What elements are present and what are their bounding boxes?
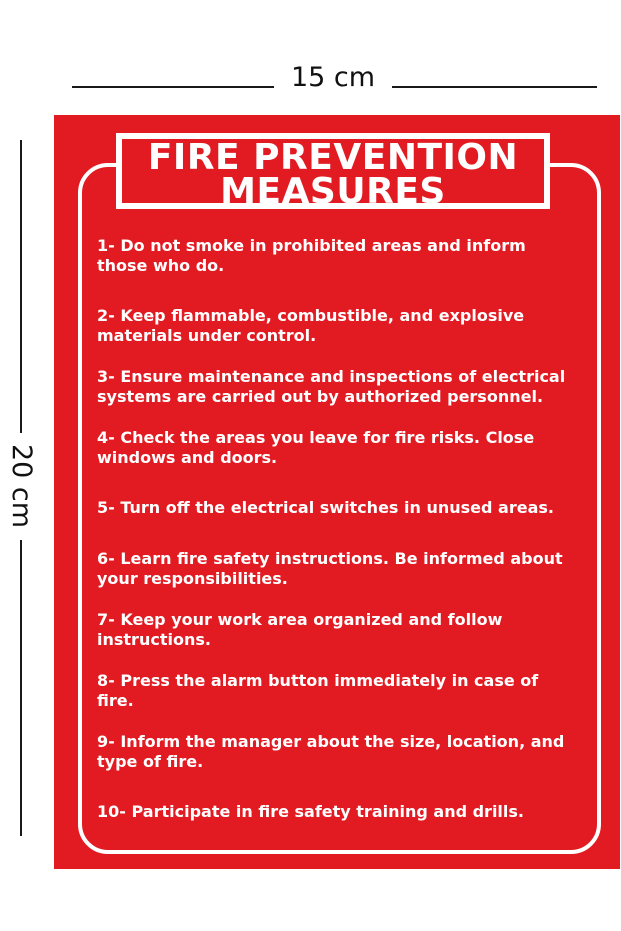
rule-line: your responsibilities. [97,569,288,588]
rule-line: windows and doors. [97,448,278,467]
rule-item [97,802,597,822]
sign-title-box [116,133,550,212]
rule-item [97,498,597,518]
rule-line: 8- Press the alarm button immediately in case of [97,671,539,690]
rule-line: type of fire. [97,752,204,771]
rule-item [97,306,597,346]
sign-title-line-2: MEASURES [220,171,446,212]
width-dimension-label: 15 cm [290,62,376,93]
rule-line: fire. [97,691,134,710]
rule-line: 2- Keep flammable, combustible, and explosive [97,306,525,325]
rule-line: 4- Check the areas you leave for fire risks. Close [97,428,535,447]
rule-line: those who do. [97,256,225,275]
rule-item [97,671,597,711]
rule-line: materials under control. [97,326,317,345]
rule-line: instructions. [97,630,211,649]
height-dimension-line-top [20,140,22,433]
rule-item [97,549,597,589]
rule-line: 6- Learn fire safety instructions. Be informed about [97,549,563,568]
rule-item [97,236,597,276]
rule-line: 9- Inform the manager about the size, location, and [97,732,565,751]
rule-line: 1- Do not smoke in prohibited areas and inform [97,236,526,255]
fire-prevention-sign [54,115,620,869]
rule-item [97,610,597,650]
rule-line: 5- Turn off the electrical switches in unused areas. [97,498,554,517]
rule-line: 7- Keep your work area organized and follow [97,610,503,629]
height-dimension-line-bottom [20,540,22,836]
rule-item [97,428,597,468]
rule-item [97,732,597,772]
rule-line: systems are carried out by authorized personnel. [97,387,544,406]
rule-line: 10- Participate in fire safety training and drills. [97,802,524,821]
sign-title-line-1: FIRE PREVENTION [147,137,519,178]
width-dimension-line-right [392,86,597,88]
width-dimension-line-left [72,86,274,88]
rule-item [97,367,597,407]
height-dimension-label: 20 cm [6,443,37,529]
rule-line: 3- Ensure maintenance and inspections of electrical [97,367,566,386]
